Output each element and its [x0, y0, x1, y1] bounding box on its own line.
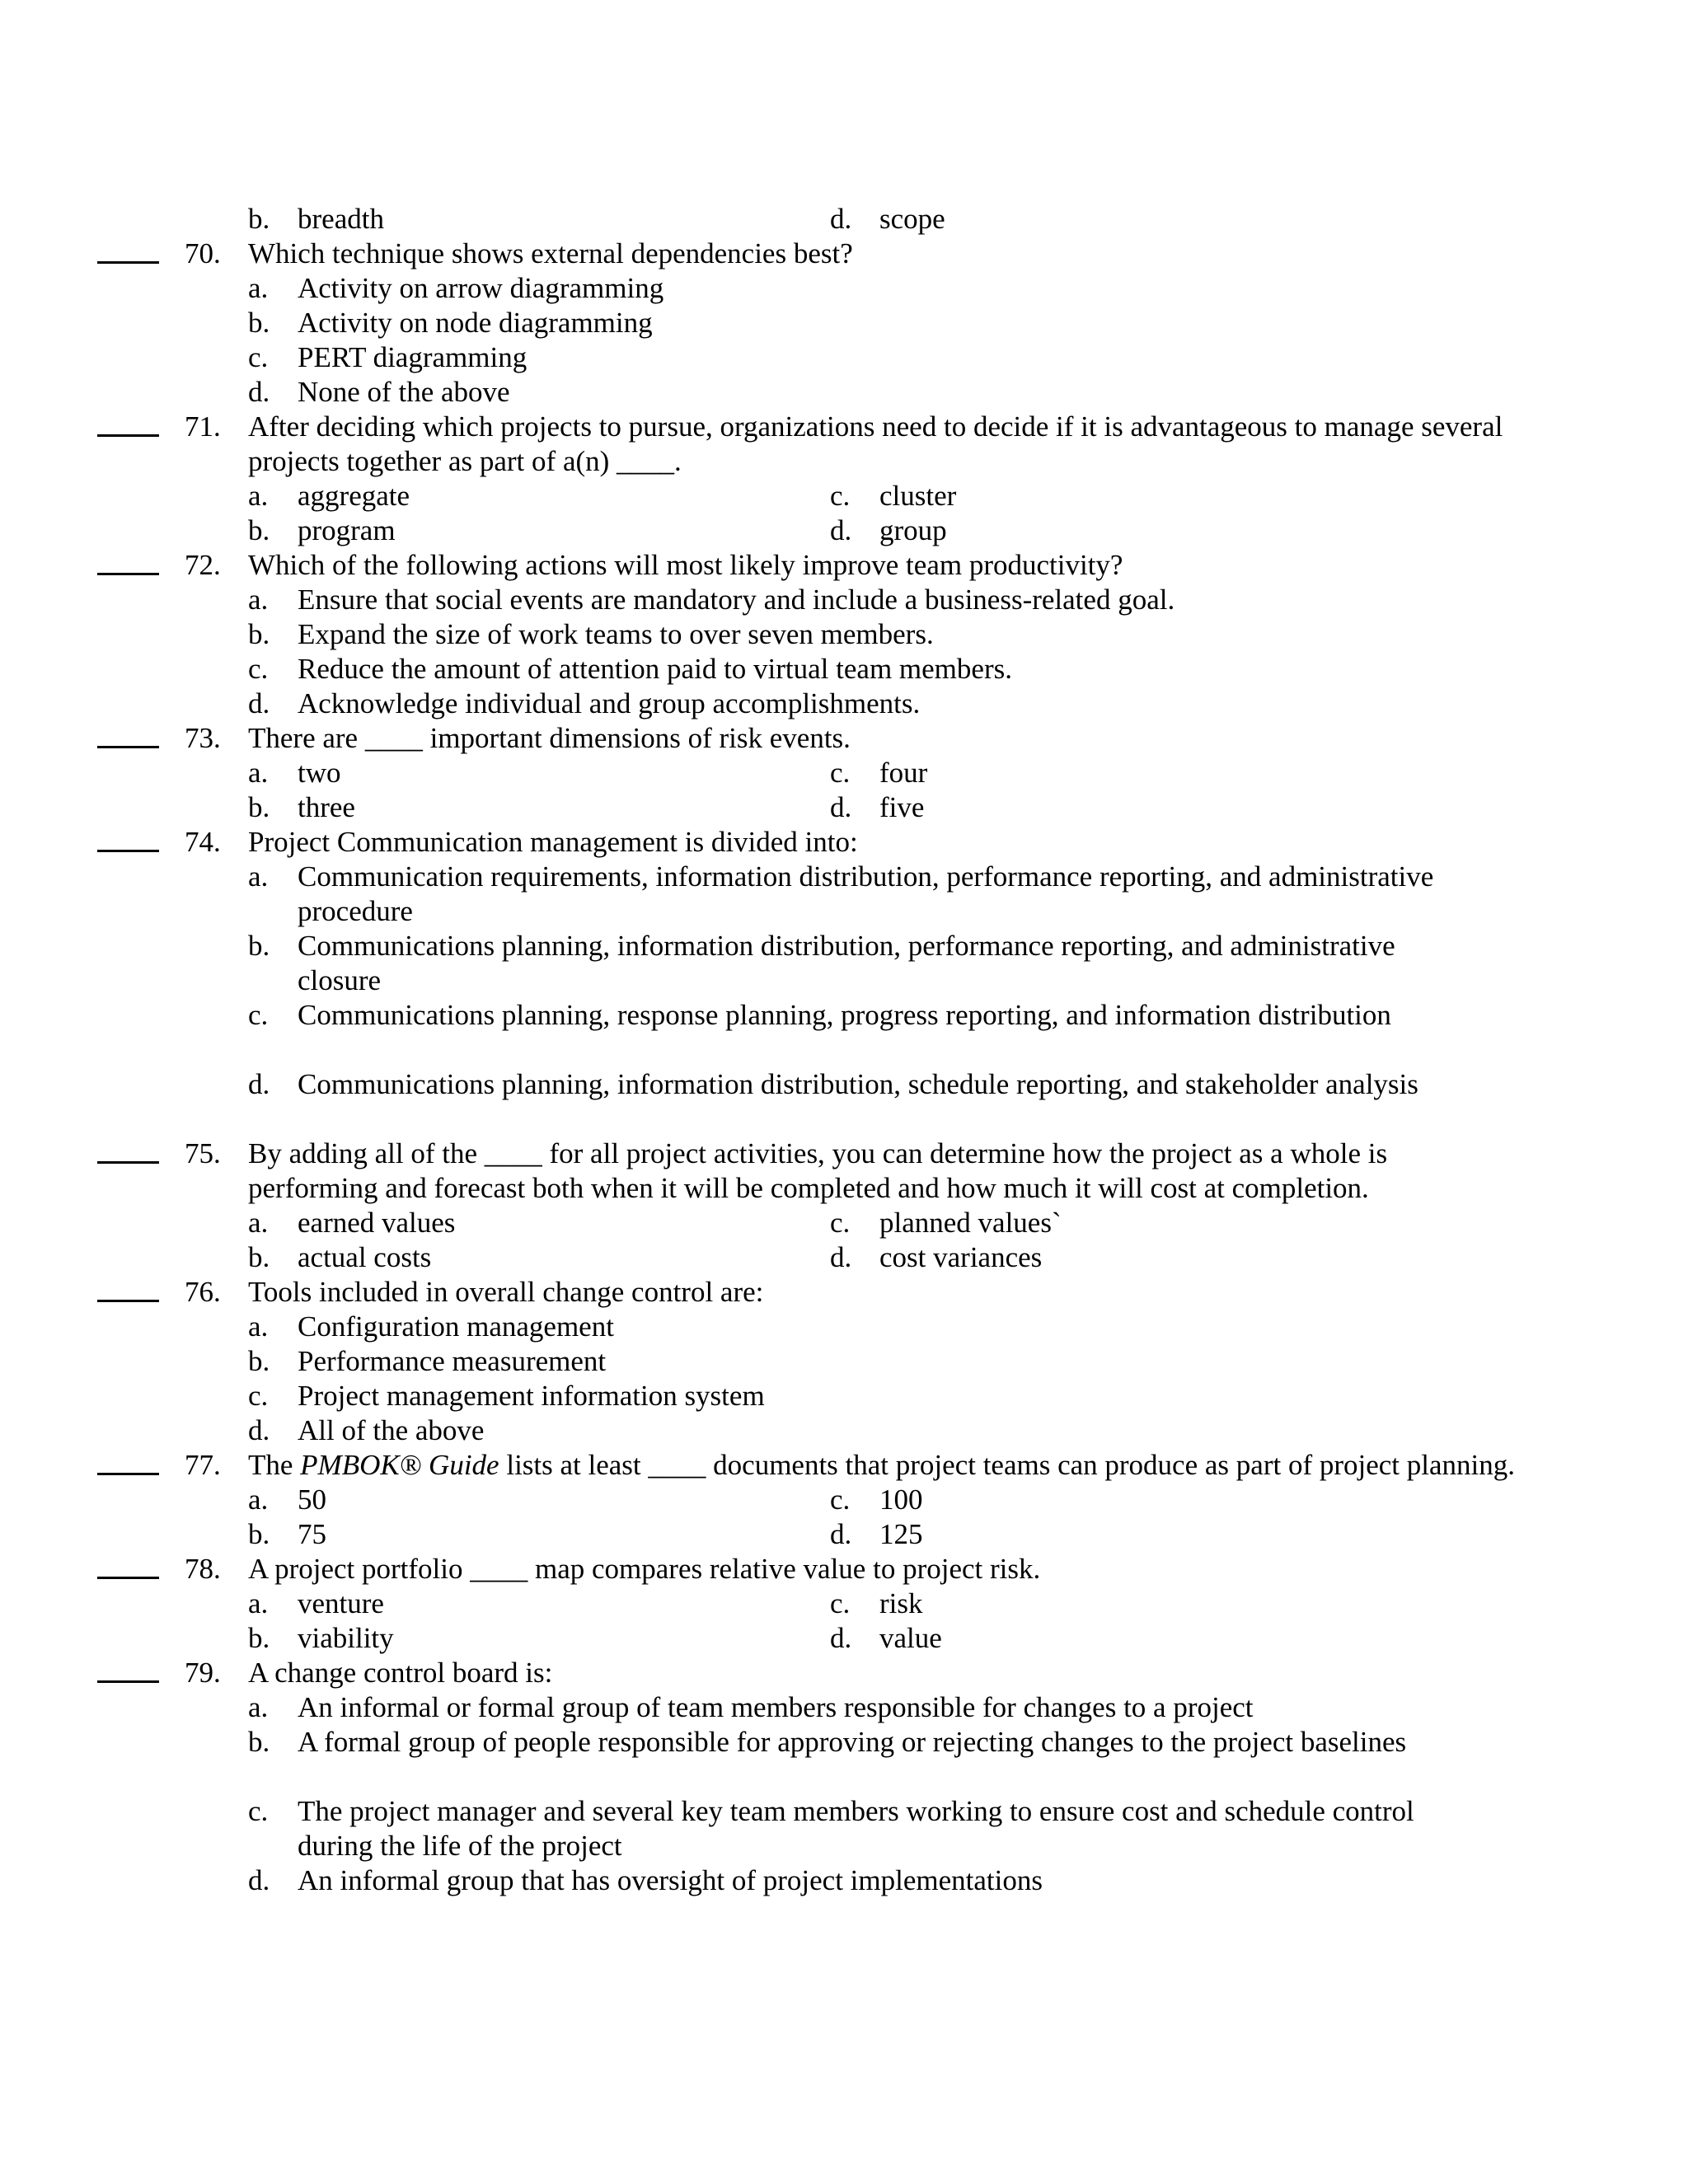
option-letter: d. — [248, 376, 270, 408]
option-letter: d. — [248, 1414, 270, 1446]
option-c — [248, 1379, 765, 1413]
option-letter: c. — [248, 653, 269, 685]
option-letter: d. — [248, 1864, 270, 1896]
option-text: venture — [298, 1587, 384, 1619]
question-stem: A change control board is: — [248, 1657, 553, 1689]
option-text: two — [298, 757, 341, 789]
answer-blank[interactable] — [97, 1577, 159, 1579]
option-text: PERT diagramming — [298, 341, 528, 373]
question-stem: A project portfolio ____ map compares relative value to project risk. — [248, 1553, 1041, 1585]
answer-blank[interactable] — [97, 1473, 159, 1475]
option-a — [248, 583, 1175, 617]
question-stem: By adding all of the ____ for all project activities, you can determine how the project as a whole is performing and forecast both when it will be completed and how much it will cost at completion. — [248, 1137, 1388, 1204]
answer-blank[interactable] — [97, 1300, 159, 1302]
option-d — [248, 1067, 1468, 1102]
question-number: 79. — [185, 1657, 221, 1689]
option-c — [830, 756, 927, 790]
option-text: four — [879, 757, 928, 789]
option-letter: c. — [248, 1380, 269, 1412]
exam-page — [0, 202, 1688, 1898]
option-letter: a. — [248, 1587, 269, 1619]
option-text: A formal group of people responsible for approving or rejecting changes to the project baselines — [298, 1726, 1407, 1758]
option-c — [248, 340, 527, 375]
option-text: Performance measurement — [298, 1345, 607, 1377]
option-c — [830, 1586, 923, 1621]
option-text: Activity on arrow diagramming — [298, 272, 664, 304]
option-text: An informal group that has oversight of project implementations — [298, 1864, 1043, 1896]
option-letter: b. — [248, 930, 270, 962]
option-d — [248, 375, 510, 410]
question-75 — [0, 1137, 1688, 1275]
option-text: An informal or formal group of team members responsible for changes to a project — [298, 1691, 1254, 1723]
option-text: actual costs — [298, 1241, 432, 1273]
option-text: breadth — [298, 203, 384, 235]
option-letter: c. — [830, 1483, 851, 1516]
option-letter: b. — [248, 1345, 270, 1377]
option-a — [248, 1206, 455, 1240]
option-b — [248, 513, 396, 548]
option-letter: c. — [248, 341, 269, 373]
option-letter: b. — [248, 1241, 270, 1273]
option-text: viability — [298, 1622, 394, 1654]
option-letter: a. — [248, 1483, 269, 1516]
option-c — [830, 1206, 1062, 1240]
question-74 — [0, 825, 1688, 1137]
question-78 — [0, 1552, 1688, 1656]
option-text: Communications planning, response planning, progress reporting, and information distribution — [298, 999, 1391, 1031]
option-letter: a. — [248, 480, 269, 512]
option-d — [830, 790, 924, 825]
question-77 — [0, 1448, 1688, 1552]
option-text: Acknowledge individual and group accomplishments. — [298, 687, 921, 719]
option-text: value — [879, 1622, 942, 1654]
question-number: 72. — [185, 549, 221, 581]
option-letter: b. — [248, 307, 270, 339]
option-text: Project management information system — [298, 1380, 765, 1412]
answer-blank[interactable] — [97, 746, 159, 748]
option-text: aggregate — [298, 480, 410, 512]
option-b — [248, 306, 653, 340]
option-text: Communication requirements, information distribution, performance reporting, and administrative procedure — [298, 860, 1434, 927]
option-text: Configuration management — [298, 1310, 614, 1343]
question-number: 71. — [185, 410, 221, 443]
option-d — [830, 1240, 1042, 1275]
option-letter: d. — [830, 203, 852, 235]
option-letter: b. — [248, 791, 270, 823]
option-a — [248, 1310, 614, 1344]
question-stem: Project Communication management is divided into: — [248, 826, 858, 858]
option-text: three — [298, 791, 355, 823]
question-73 — [0, 721, 1688, 825]
option-letter: c. — [830, 1207, 851, 1239]
option-d — [248, 1413, 484, 1448]
option-letter: c. — [830, 757, 851, 789]
option-b — [248, 929, 1468, 998]
option-letter: a. — [248, 583, 269, 616]
question-number: 75. — [185, 1137, 221, 1169]
lead-options-row — [0, 202, 1688, 237]
option-c — [248, 998, 1468, 1033]
option-d — [830, 202, 945, 237]
option-a — [248, 1483, 326, 1517]
option-text: The project manager and several key team members working to ensure cost and schedule control during the life of the project — [298, 1795, 1414, 1862]
option-b — [248, 202, 384, 237]
option-text: program — [298, 514, 396, 546]
option-a — [248, 756, 341, 790]
option-b — [248, 1240, 431, 1275]
option-letter: c. — [830, 1587, 851, 1619]
option-letter: a. — [248, 860, 269, 893]
question-stem: There are ____ important dimensions of risk events. — [248, 722, 851, 754]
question-number: 77. — [185, 1449, 221, 1481]
answer-blank[interactable] — [97, 850, 159, 852]
option-letter: b. — [248, 203, 270, 235]
option-letter: c. — [248, 999, 269, 1031]
option-letter: b. — [248, 1726, 270, 1758]
option-text: earned values — [298, 1207, 456, 1239]
option-c — [830, 479, 956, 513]
answer-blank[interactable] — [97, 434, 159, 437]
book-title: PMBOK® Guide — [300, 1449, 499, 1481]
question-stem: After deciding which projects to pursue, organizations need to decide if it is advantageous to manage several projects together as part of a(n) ____. — [248, 410, 1503, 477]
question-70 — [0, 237, 1688, 410]
option-c — [248, 1794, 1468, 1863]
option-text: Communications planning, information distribution, schedule reporting, and stakeholder analysis — [298, 1068, 1418, 1100]
answer-blank[interactable] — [97, 261, 159, 264]
question-number: 76. — [185, 1276, 221, 1308]
option-a — [248, 1586, 384, 1621]
option-letter: b. — [248, 618, 270, 650]
option-letter: c. — [830, 480, 851, 512]
option-text: Ensure that social events are mandatory and include a business-related goal. — [298, 583, 1175, 616]
option-b — [248, 617, 934, 652]
option-a — [248, 1690, 1254, 1725]
option-text: 75 — [298, 1518, 326, 1550]
question-stem: Which of the following actions will most likely improve team productivity? — [248, 549, 1123, 581]
option-a — [248, 860, 1468, 929]
question-number: 73. — [185, 722, 221, 754]
option-text: group — [879, 514, 947, 546]
option-text: risk — [879, 1587, 923, 1619]
option-text: None of the above — [298, 376, 510, 408]
option-text: Expand the size of work teams to over seven members. — [298, 618, 934, 650]
question-stem: The PMBOK® Guide lists at least ____ documents that project teams can produce as part of project planning. — [248, 1449, 1516, 1481]
option-text: 125 — [879, 1518, 923, 1550]
option-b — [248, 1517, 326, 1552]
option-letter: c. — [248, 1795, 269, 1827]
option-b — [248, 1344, 606, 1379]
question-number: 70. — [185, 237, 221, 269]
option-letter: a. — [248, 1310, 269, 1343]
question-number: 78. — [185, 1553, 221, 1585]
option-d — [248, 687, 920, 721]
option-b — [248, 1621, 394, 1656]
option-text: 50 — [298, 1483, 326, 1516]
option-letter: d. — [830, 1622, 852, 1654]
option-letter: d. — [248, 1068, 270, 1100]
answer-blank[interactable] — [97, 1680, 159, 1683]
question-76 — [0, 1275, 1688, 1448]
option-d — [830, 1517, 923, 1552]
option-letter: a. — [248, 757, 269, 789]
option-text: planned values` — [879, 1207, 1062, 1239]
question-71 — [0, 410, 1688, 548]
question-79 — [0, 1656, 1688, 1898]
question-72 — [0, 548, 1688, 721]
option-text: 100 — [879, 1483, 923, 1516]
option-letter: d. — [830, 514, 852, 546]
option-letter: a. — [248, 1207, 269, 1239]
option-letter: b. — [248, 1622, 270, 1654]
option-letter: d. — [830, 791, 852, 823]
option-d — [830, 1621, 942, 1656]
option-text: All of the above — [298, 1414, 485, 1446]
question-stem: Which technique shows external dependencies best? — [248, 237, 853, 269]
option-b — [248, 1725, 1468, 1760]
option-c — [248, 652, 1012, 687]
option-letter: d. — [248, 687, 270, 719]
option-text: scope — [879, 203, 945, 235]
option-letter: b. — [248, 1518, 270, 1550]
option-a — [248, 271, 663, 306]
option-letter: a. — [248, 1691, 269, 1723]
question-stem: Tools included in overall change control are: — [248, 1276, 764, 1308]
option-d — [830, 513, 947, 548]
option-b — [248, 790, 355, 825]
answer-blank[interactable] — [97, 1161, 159, 1164]
option-d — [248, 1863, 1043, 1898]
option-text: cost variances — [879, 1241, 1043, 1273]
question-number: 74. — [185, 826, 221, 858]
option-c — [830, 1483, 923, 1517]
option-text: cluster — [879, 480, 957, 512]
option-letter: d. — [830, 1241, 852, 1273]
option-letter: d. — [830, 1518, 852, 1550]
option-text: Communications planning, information distribution, performance reporting, and administrative closure — [298, 930, 1395, 996]
answer-blank[interactable] — [97, 573, 159, 575]
option-text: Reduce the amount of attention paid to virtual team members. — [298, 653, 1012, 685]
option-text: Activity on node diagramming — [298, 307, 653, 339]
option-letter: a. — [248, 272, 269, 304]
option-text: five — [879, 791, 925, 823]
option-a — [248, 479, 410, 513]
option-letter: b. — [248, 514, 270, 546]
